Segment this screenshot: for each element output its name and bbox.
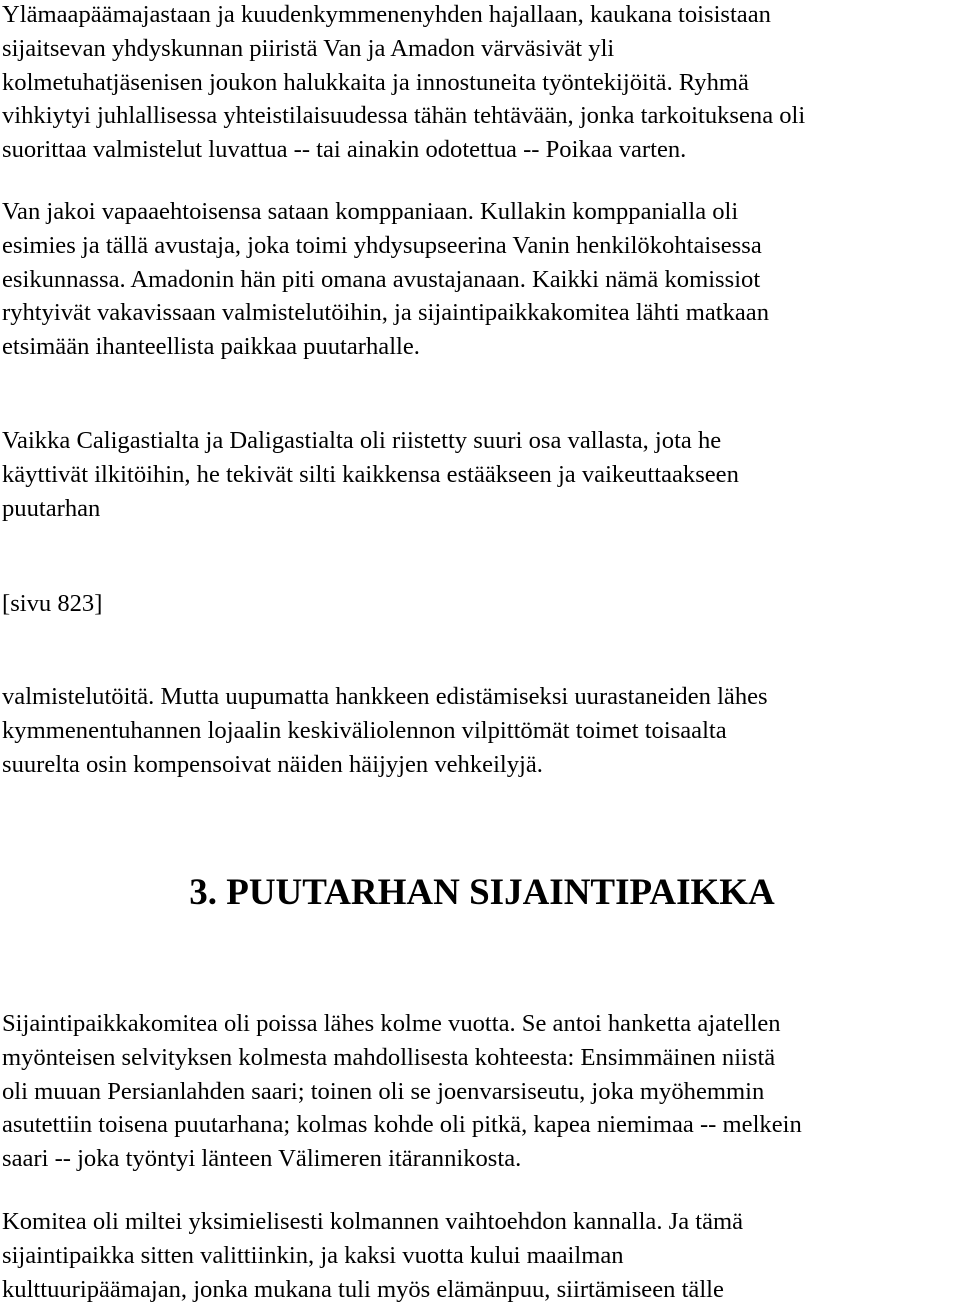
text-line: sijaitsevan yhdyskunnan piiristä Van ja Amadon värväsivät yli xyxy=(2,34,615,62)
text-line: käyttivät ilkitöihin, he tekivät silti kaikkensa estääkseen ja vaikeuttaakseen xyxy=(2,460,739,488)
text-line: esikunnassa. Amadonin hän piti omana avustajanaan. Kaikki nämä komissiot xyxy=(2,265,761,293)
paragraph xyxy=(2,1007,802,1176)
paragraph xyxy=(2,424,739,525)
section-heading: 3. PUUTARHAN SIJAINTIPAIKKA xyxy=(189,872,775,913)
text-line: [sivu 823] xyxy=(2,590,103,617)
paragraph xyxy=(2,195,769,364)
text-line: puutarhan xyxy=(2,494,101,522)
page-marker xyxy=(2,587,102,621)
text-line: valmistelutöitä. Mutta uupumatta hankkeen edistämiseksi uurastaneiden lähes xyxy=(2,683,768,710)
paragraph xyxy=(2,0,805,167)
text-line: myönteisen selvityksen kolmesta mahdollisesta kohteesta: Ensimmäinen niistä xyxy=(2,1043,776,1071)
text-line: kymmenentuhannen lojaalin keskiväliolennon vilpittömät toimet toisaalta xyxy=(2,716,727,744)
text-line: Ylämaapäämajastaan ja kuudenkymmenenyhden hajallaan, kaukana toisistaan xyxy=(2,1,771,28)
text-line: saari -- joka työntyi länteen Välimeren itärannikosta. xyxy=(2,1145,522,1173)
text-line: asutettiin toisena puutarhana; kolmas kohde oli pitkä, kapea niemimaa -- melkein xyxy=(2,1111,802,1139)
text-line: Komitea oli miltei yksimielisesti kolmannen vaihtoehdon kannalla. Ja tämä xyxy=(2,1208,744,1235)
paragraph xyxy=(2,680,768,781)
text-line: ryhtyivät vakavissaan valmistelutöihin, ja sijaintipaikkakomitea lähti matkaan xyxy=(2,299,769,327)
text-line: etsimään ihanteellista paikkaa puutarhalle. xyxy=(2,333,420,361)
text-line: kolmetuhatjäsenisen joukon halukkaita ja innostuneita työntekijöitä. Ryhmä xyxy=(2,68,749,96)
text-line: suurelta osin kompensoivat näiden häijyjen vehkeilyjä. xyxy=(2,750,543,778)
text-line: oli muuan Persianlahden saari; toinen oli se joenvarsiseutu, joka myöhemmin xyxy=(2,1077,765,1105)
text-line: vihkiytyi juhlallisessa yhteistilaisuudessa tähän tehtävään, jonka tarkoituksena oli xyxy=(2,102,806,130)
text-line: Van jakoi vapaaehtoisensa sataan komppaniaan. Kullakin komppanialla oli xyxy=(2,198,739,225)
text-line: sijaintipaikka sitten valittiinkin, ja kaksi vuotta kului maailman xyxy=(2,1241,624,1269)
text-line: suorittaa valmistelut luvattua -- tai ainakin odotettua -- Poikaa varten. xyxy=(2,136,687,164)
text-line: Sijaintipaikkakomitea oli poissa lähes kolme vuotta. Se antoi hanketta ajatellen xyxy=(2,1010,781,1037)
text-line: Vaikka Caligastialta ja Daligastialta oli riistetty suuri osa vallasta, jota he xyxy=(2,427,722,454)
paragraph xyxy=(2,1205,743,1306)
text-line: kulttuuripäämajan, jonka mukana tuli myös elämänpuu, siirtämiseen tälle xyxy=(2,1275,724,1303)
text-line: esimies ja tällä avustaja, joka toimi yhdysupseerina Vanin henkilökohtaisessa xyxy=(2,231,762,259)
